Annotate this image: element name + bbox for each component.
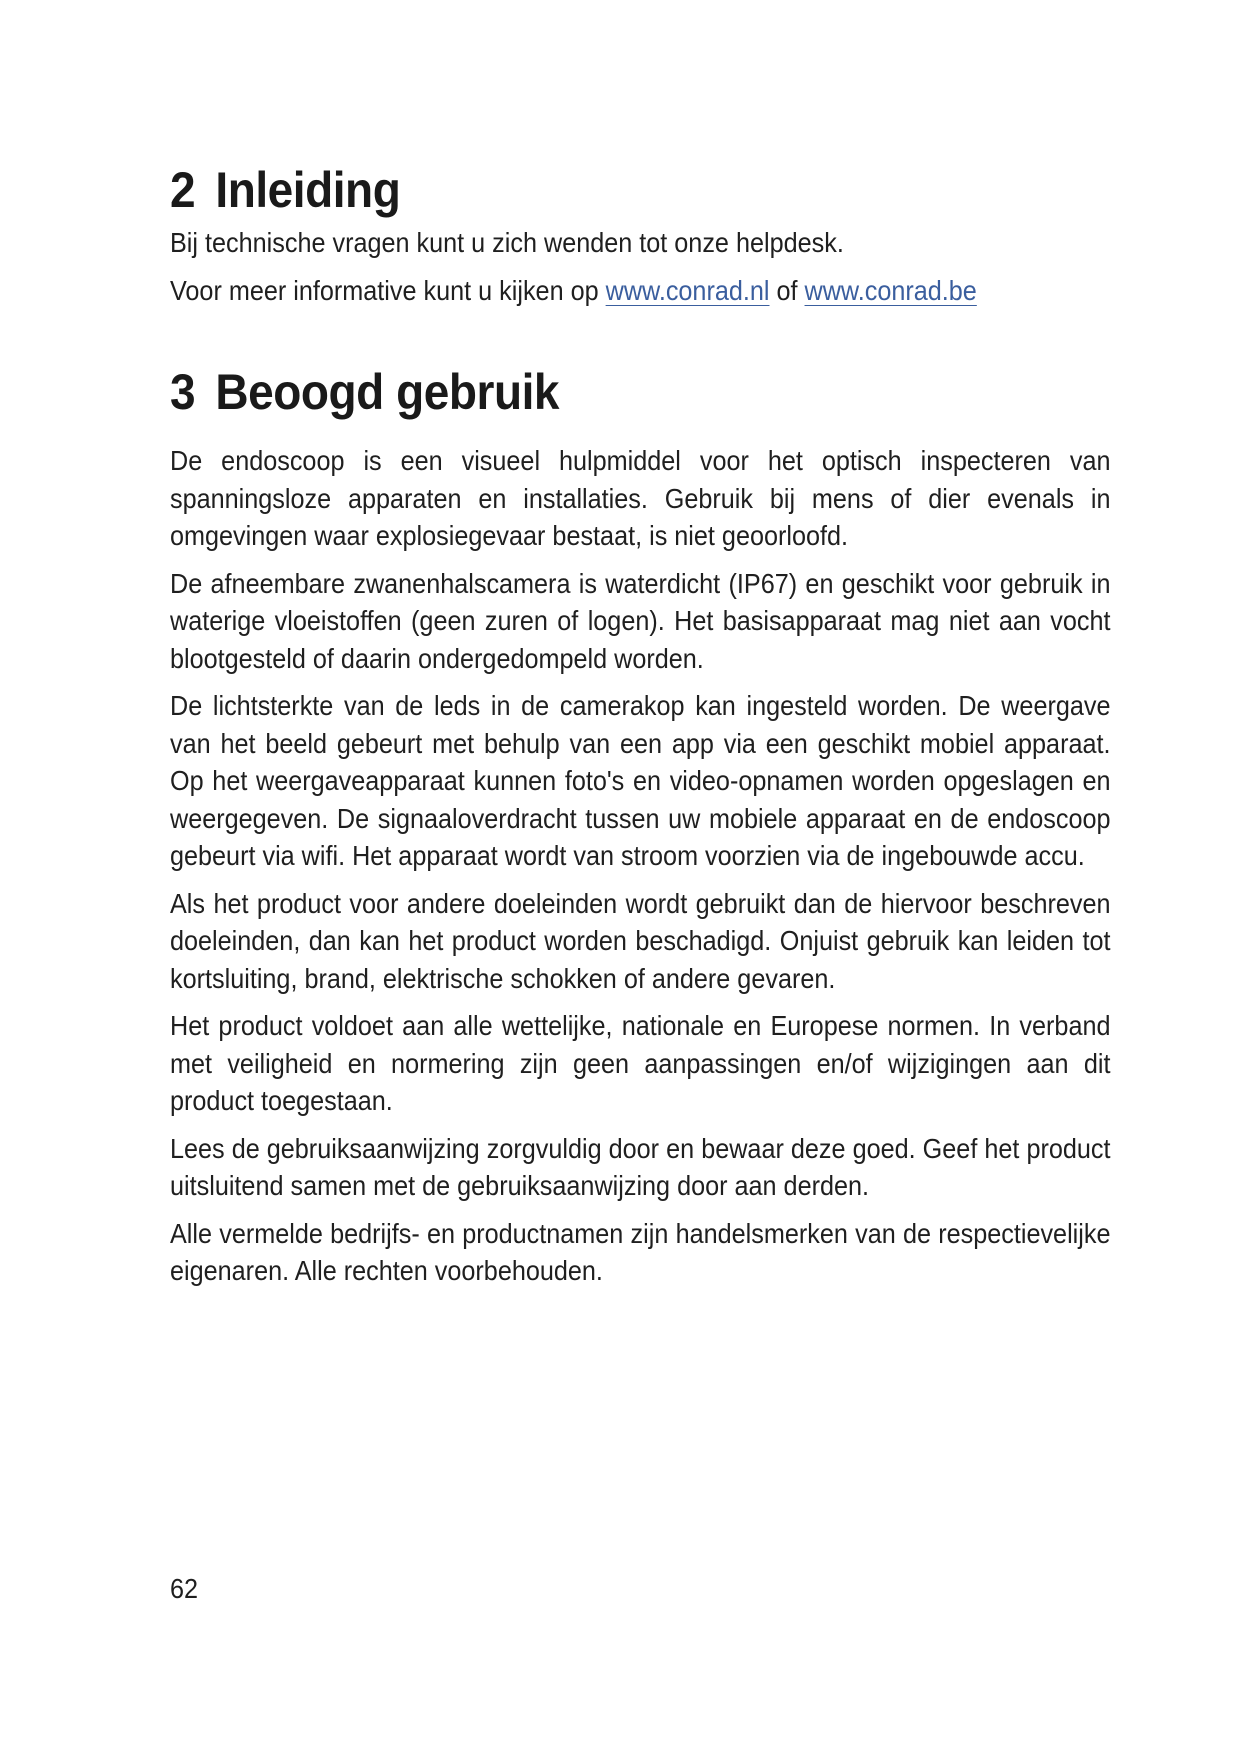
helpdesk-line: Bij technische vragen kunt u zich wenden tot onze helpdesk. [170, 227, 844, 258]
body-paragraphs [170, 442, 1111, 1290]
website-line-prefix: Voor meer informative kunt u kijken op [170, 275, 599, 306]
paragraph: Als het product voor andere doeleinden wordt gebruikt dan de hiervoor beschreven doeleinden, dan kan het product worden beschadigd. Onjuist gebruik kan leiden tot kortsluiting, brand, elektrische schokken of andere gevaren. [170, 887, 1111, 994]
section-number: 2 [170, 162, 196, 218]
section-beoogd-gebruik [170, 364, 1113, 1290]
conrad-be-link[interactable]: www.conrad.be [804, 275, 977, 306]
link-connector: of [776, 275, 798, 306]
section-title: Inleiding [215, 162, 401, 218]
section-heading-beoogd-gebruik [170, 364, 1038, 420]
section-inleiding [170, 162, 1113, 310]
section-number: 3 [170, 364, 196, 420]
paragraph: De endoscoop is een visueel hulpmiddel voor het optisch inspecteren van spanningsloze apparaten en installaties. Gebruik bij mens of dier evenals in omgevingen waar explosiegevaar bestaat, is niet geoorloofd. [170, 445, 1111, 551]
intro-text [170, 224, 1113, 310]
paragraph: Het product voldoet aan alle wettelijke, nationale en Europese normen. In verband met veiligheid en normering zijn geen aanpassingen en/of wijzigingen aan dit product toegestaan. [170, 1010, 1111, 1116]
paragraph: De afneembare zwanenhalscamera is waterdicht (IP67) en geschikt voor gebruik in waterige vloeistoffen (geen zuren of logen). Het basisapparaat mag niet aan vocht blootgesteld of daarin ondergedompeld worden. [170, 567, 1111, 674]
page-number: 62 [170, 1573, 199, 1604]
page-content [170, 150, 1113, 1300]
section-heading-inleiding [170, 162, 1038, 218]
paragraph: De lichtsterkte van de leds in de camerakop kan ingesteld worden. De weergave van het beeld gebeurt met behulp van een app via een geschikt mobiel apparaat. Op het weergaveapparaat kunnen foto's en video-opnamen worden opgeslagen en weergegeven. De signaaloverdracht tussen uw mobiele apparaat en de endoscoop gebeurt via wifi. Het apparaat wordt van stroom voorzien via de ingebouwde accu. [170, 690, 1111, 871]
website-line [170, 272, 1019, 310]
paragraph: Alle vermelde bedrijfs- en productnamen zijn handelsmerken van de respectievelijke eigenaren. Alle rechten voorbehouden. [170, 1217, 1111, 1286]
section-title: Beoogd gebruik [215, 364, 560, 420]
conrad-nl-link[interactable]: www.conrad.nl [605, 275, 770, 306]
paragraph: Lees de gebruiksaanwijzing zorgvuldig door en bewaar deze goed. Geef het product uitsluitend samen met de gebruiksaanwijzing door aan derden. [170, 1132, 1111, 1201]
